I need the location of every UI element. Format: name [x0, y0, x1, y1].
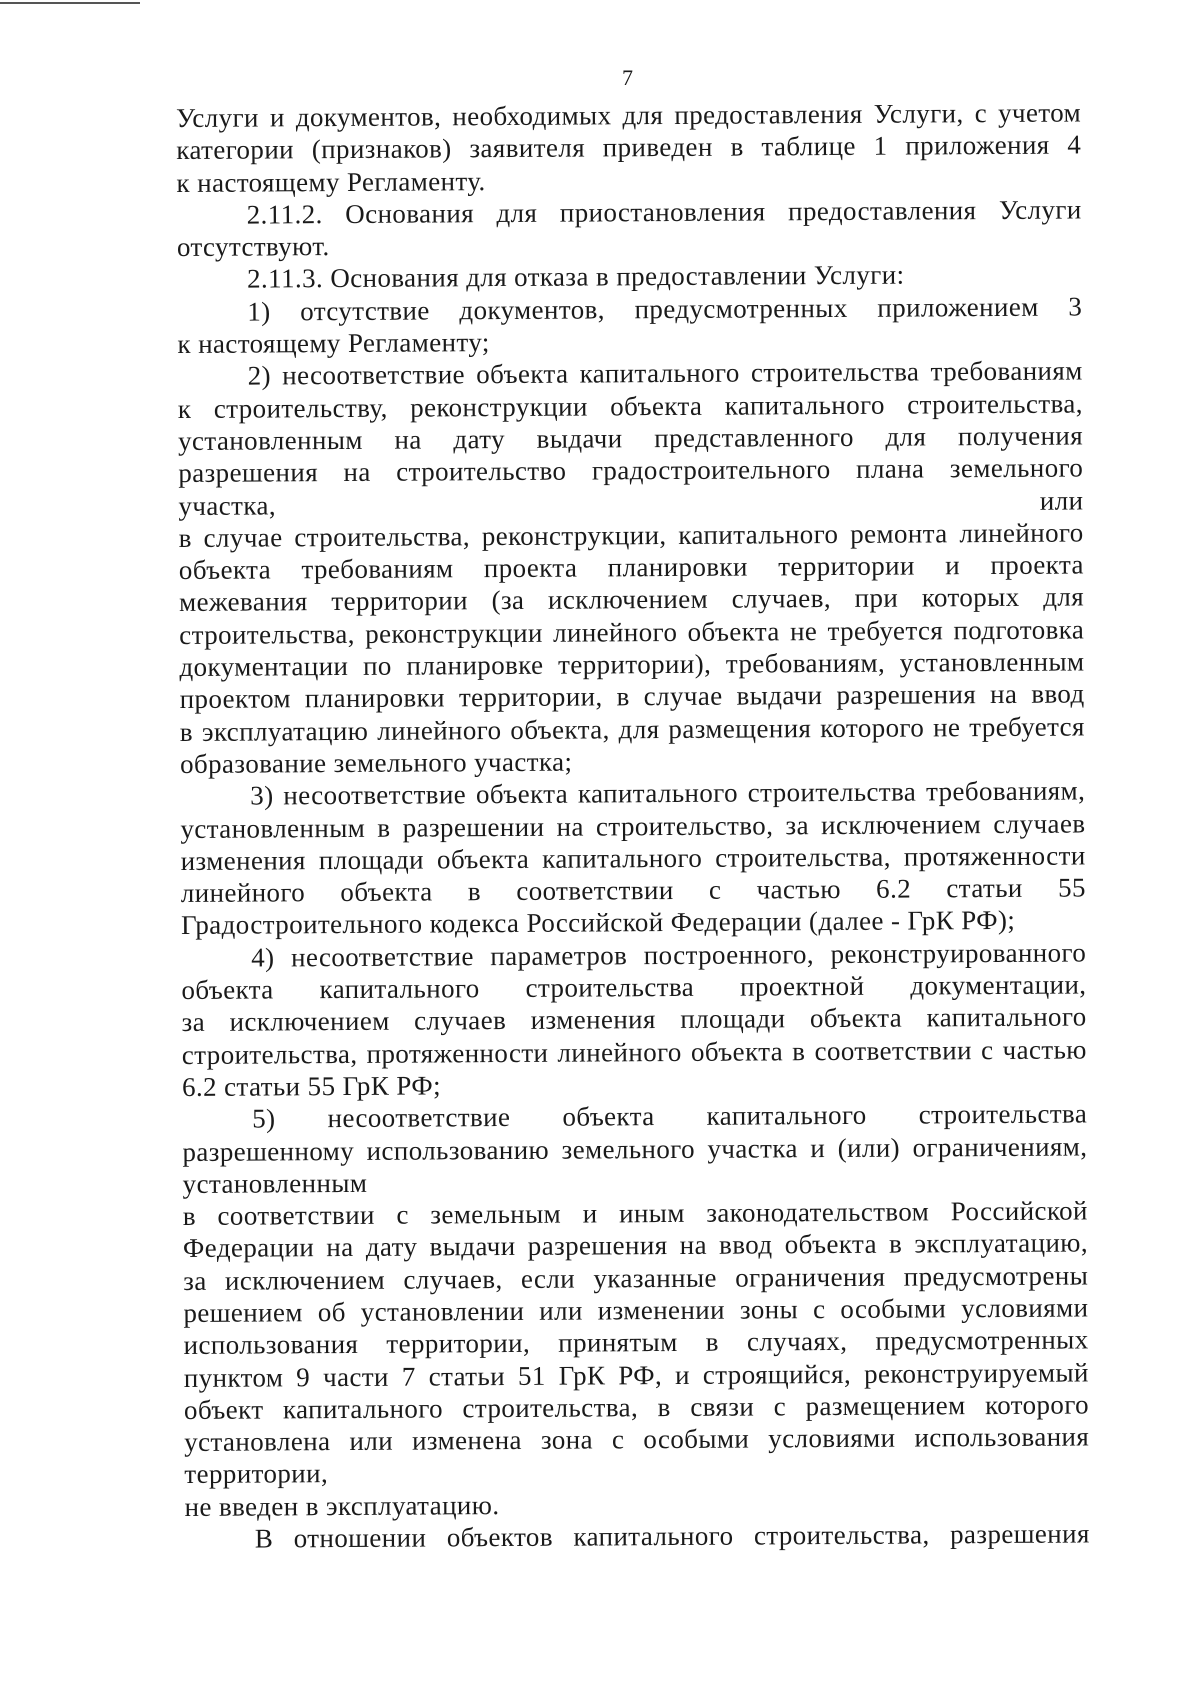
text-line: в эксплуатацию линейного объекта, для размещения которого не требуется [179, 711, 1085, 747]
text-line: к настоящему Регламенту; [177, 327, 490, 360]
page-number: 7 [622, 65, 633, 90]
text-line: к строительству, реконструкции объекта капитального строительства, [177, 388, 1083, 424]
text-line: 3) несоответствие объекта капитального строительства требованиям, [250, 775, 1086, 811]
text-line: проектом планировки территории, в случае выдачи разрешения на ввод [179, 678, 1085, 715]
text-line: в соответствии с земельным и иным законодательством Российской [182, 1195, 1088, 1232]
text-line: пунктом 9 части 7 статьи 51 ГрК РФ, и строящийся, реконструируемый [183, 1357, 1089, 1393]
document-body [176, 96, 1090, 1555]
text-line: установленным [182, 1167, 368, 1199]
text-line: межевания территории (за исключением случаев, при которых для [178, 581, 1085, 618]
paragraph [185, 1518, 1090, 1556]
text-line: решением об установлении или изменении зоны с особыми условиями [183, 1292, 1089, 1328]
text-line: разрешенному использованию земельного участка и (или) ограничениям, [182, 1130, 1088, 1167]
text-line: участка, или [178, 485, 1084, 521]
paragraph [182, 1098, 1088, 1200]
paragraph [176, 96, 1082, 198]
paragraph [178, 355, 1084, 522]
text-line: за исключением случаев изменения площади объекта капитального [181, 1001, 1087, 1038]
text-line: объект капитального строительства, в связи с размещением которого [183, 1389, 1090, 1425]
paragraph [180, 775, 1086, 942]
text-line: 2.11.2. Основания для приостановления предоставления Услуги [246, 194, 1082, 230]
text-line: строительства, протяженности линейного объекта в соответствии с частью [181, 1034, 1087, 1070]
text-line: 2) несоответствие объекта капитального строительства требованиям [247, 355, 1083, 391]
paragraph [181, 936, 1087, 1103]
text-line: в случае строительства, реконструкции, капитального ремонта линейного [178, 517, 1084, 553]
text-line: разрешения на строительство градостроительного плана земельного [178, 452, 1084, 489]
text-line: использования территории, принятым в случаях, предусмотренных [183, 1324, 1089, 1361]
text-line: 5) несоответствие объекта капитального строительства [252, 1098, 1088, 1134]
text-line: категории (признаков) заявителя приведен в таблице 1 приложения 4 [176, 129, 1082, 166]
text-line: 2.11.3. Основания для отказа в предоставлении Услуги: [246, 260, 905, 295]
text-line: изменения площади объекта капитального строительства, протяженности [180, 840, 1086, 876]
text-line: 4) несоответствие параметров построенного, реконструированного [251, 937, 1087, 973]
paragraph [179, 516, 1086, 780]
text-line: строительства, реконструкции линейного объекта не требуется подготовка [179, 614, 1085, 650]
text-line: объекта требованиям проекта планировки территории и проекта [178, 549, 1084, 586]
text-line: 6.2 статьи 55 ГрК РФ; [181, 1070, 442, 1102]
paragraph [177, 290, 1082, 360]
text-line: Федерации на дату выдачи разрешения на ввод объекта в эксплуатацию, [182, 1227, 1089, 1264]
text-line: 1) отсутствие документов, предусмотренных приложением 3 [247, 291, 1083, 327]
text-line: установленным на дату выдачи представленного для получения [177, 420, 1084, 456]
text-line: Услуги и документов, необходимых для предоставления Услуги, с учетом [176, 97, 1082, 133]
text-line: Градостроительного кодекса Российской Федерации (далее - ГрК РФ); [180, 905, 1016, 941]
paragraph [183, 1195, 1090, 1491]
text-line: линейного объекта в соответствии с частью 6.2 статьи 55 [180, 872, 1086, 909]
paragraph [177, 193, 1082, 263]
text-line: не введен в эксплуатацию. [184, 1489, 500, 1522]
scan-edge-mark [0, 2, 140, 4]
text-line: В отношении объектов капитального строительства, разрешения [254, 1518, 1090, 1554]
text-line: образование земельного участка; [179, 746, 573, 779]
text-line: территории, [184, 1458, 329, 1490]
text-line: объекта капитального строительства проектной документации, [181, 969, 1087, 1005]
text-line: за исключением случаев, если указанные ограничения предусмотрены [183, 1260, 1089, 1296]
text-line: установленным в разрешении на строительство, за исключением случаев [180, 807, 1086, 844]
text-line: отсутствуют. [176, 231, 330, 263]
text-line: документации по планировке территории), требованиям, установленным [179, 646, 1085, 683]
text-line: к настоящему Регламенту. [176, 165, 486, 198]
text-line: установлена или изменена зона с особыми условиями использования [184, 1421, 1090, 1458]
